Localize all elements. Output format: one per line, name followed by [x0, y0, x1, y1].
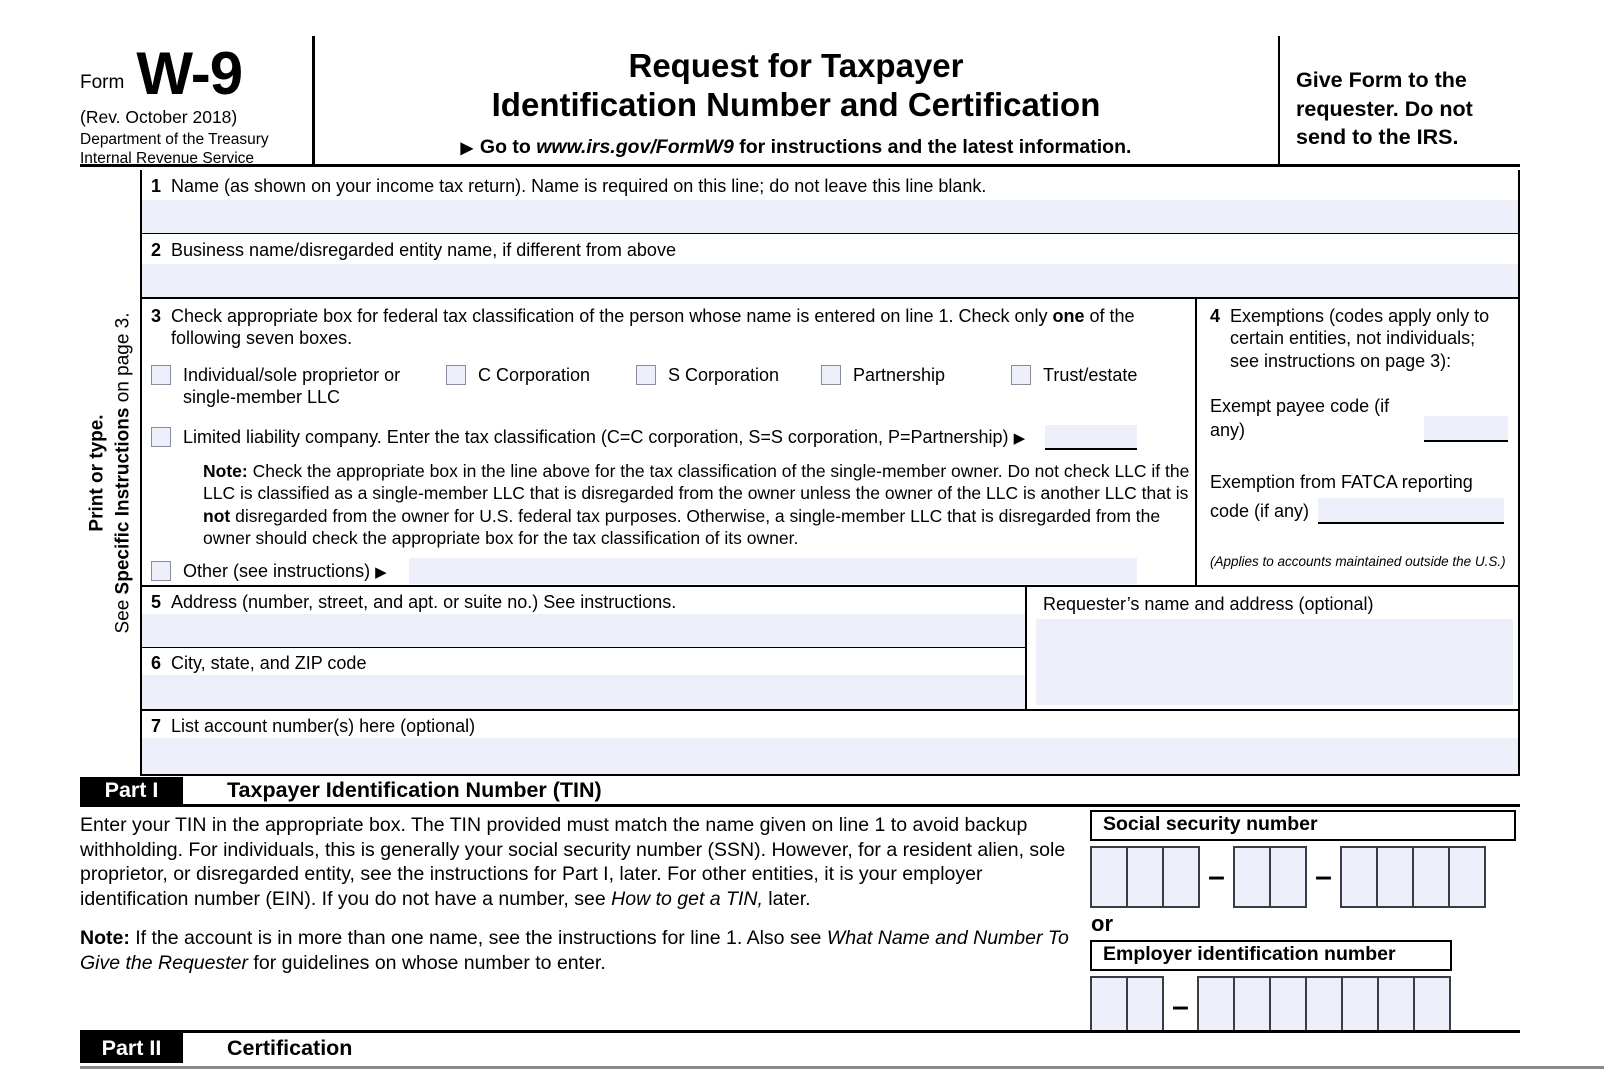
address-input[interactable]	[142, 614, 1025, 647]
requester-name-address-input[interactable]	[1036, 619, 1513, 706]
ssn-cell[interactable]	[1090, 846, 1128, 908]
line5-number: 5	[151, 591, 162, 612]
line1-row	[142, 170, 1518, 234]
llc-note: Note: Check the appropriate box in the line above for the tax classification of the single-member owner. Do not check LLC if the LLC is classified as a single-member LLC that is disregarded from the owner unless the owner of the LLC is another LLC that is not disregarded from the owner for U.S. federal tax purposes. Otherwise, a single-member LLC that is disregarded from the owner should check the appropriate box for the tax classification of its owner.	[203, 460, 1190, 549]
or-label: or	[1091, 911, 1113, 936]
option-trust-estate-label: Trust/estate	[1043, 364, 1138, 385]
ein-cell[interactable]	[1341, 976, 1379, 1038]
ein-label-box: Employer identification number	[1090, 940, 1452, 971]
right-triangle-icon: ▶	[1013, 429, 1026, 447]
right-triangle-icon: ▶	[460, 140, 473, 157]
tin-note: Note: If the account is in more than one name, see the instructions for line 1. Also see What Name and Number To Give the Requester for guidelines on whose number to enter.	[80, 927, 1069, 974]
tin-entry-area	[1090, 810, 1520, 1038]
form-title: Request for Taxpayer Identification Number and Certification	[491, 46, 1101, 124]
form-number: W-9	[136, 40, 243, 107]
exempt-payee-code-input[interactable]	[1424, 416, 1508, 442]
part2-label: Part II	[80, 1033, 183, 1063]
ssn-cell[interactable]	[1340, 846, 1378, 908]
ein-cell[interactable]	[1413, 976, 1451, 1038]
goto-instructions-line: ▶ Go to www.irs.gov/FormW9 for instructions and the latest information.	[460, 136, 1132, 158]
fatca-code-input[interactable]	[1318, 498, 1504, 524]
option-trust-estate	[1011, 364, 1137, 409]
other-option-row	[151, 558, 1195, 584]
see-instructions-label: See Specific Instructions on page 3.	[112, 312, 133, 634]
ein-cell-group	[1090, 976, 1164, 1038]
line6-number: 6	[151, 653, 162, 674]
part2-title: Certification	[227, 1035, 353, 1060]
checkbox-llc[interactable]	[151, 427, 171, 447]
checkbox-partnership[interactable]	[821, 365, 841, 385]
tin-group-dash: –	[1208, 860, 1225, 893]
option-c-corporation-label: C Corporation	[478, 364, 591, 385]
address-requester-row	[142, 587, 1518, 712]
checkbox-s-corporation[interactable]	[636, 365, 656, 385]
option-individual	[151, 364, 446, 409]
line7-row	[142, 711, 1518, 774]
checkbox-individual[interactable]	[151, 365, 171, 385]
line6-row	[142, 648, 1025, 709]
other-label: Other (see instructions) ▶	[183, 560, 387, 581]
line4-number: 4	[1210, 305, 1221, 326]
option-s-corporation-label: S Corporation	[668, 364, 780, 385]
ssn-cell[interactable]	[1412, 846, 1450, 908]
ssn-cell[interactable]	[1233, 846, 1271, 908]
line7-label: List account number(s) here (optional)	[171, 716, 476, 737]
irs-url-link[interactable]: www.irs.gov/FormW9	[536, 136, 734, 158]
bottom-gray-rule	[80, 1066, 1604, 1069]
ein-cell[interactable]	[1233, 976, 1271, 1038]
ein-cell[interactable]	[1090, 976, 1128, 1038]
line3-number: 3	[151, 305, 162, 326]
classification-exemptions-row	[142, 299, 1518, 587]
account-numbers-input[interactable]	[142, 738, 1518, 774]
ssn-cell[interactable]	[1448, 846, 1486, 908]
checkbox-other[interactable]	[151, 561, 171, 581]
applies-outside-us-note: (Applies to accounts maintained outside the U.S.)	[1210, 553, 1506, 569]
line7-number: 7	[151, 716, 162, 737]
part1-title: Taxpayer Identification Number (TIN)	[227, 778, 602, 802]
form-header	[80, 25, 1520, 167]
exemptions-section	[1197, 299, 1518, 585]
fatca-label-line2: code (if any)	[1210, 501, 1310, 522]
ein-cell[interactable]	[1126, 976, 1164, 1038]
line6-label: City, state, and ZIP code	[171, 653, 367, 674]
ssn-cells-row	[1090, 846, 1520, 908]
dept-irs: Internal Revenue Service	[80, 149, 255, 167]
fatca-code-row	[1210, 498, 1508, 524]
llc-label: Limited liability company. Enter the tax classification (C=C corporation, S=S corporation, P=Partnership) ▶	[183, 426, 1026, 447]
ssn-cell[interactable]	[1126, 846, 1164, 908]
ssn-cell-group	[1090, 846, 1200, 908]
requester-label: Requester’s name and address (optional)	[1043, 593, 1374, 614]
part2-header-bar	[80, 1030, 1520, 1063]
llc-option-row	[151, 425, 1195, 450]
line2-label: Business name/disregarded entity name, if different from above	[171, 239, 676, 260]
exempt-payee-row	[1210, 395, 1508, 442]
fatca-label-line1: Exemption from FATCA reporting	[1210, 472, 1473, 493]
line5-row	[142, 587, 1025, 649]
right-triangle-icon: ▶	[375, 563, 387, 581]
city-state-zip-input[interactable]	[142, 675, 1025, 709]
line2-number: 2	[151, 239, 162, 260]
llc-classification-input[interactable]	[1045, 425, 1137, 450]
checkbox-c-corporation[interactable]	[446, 365, 466, 385]
other-classification-input[interactable]	[409, 558, 1137, 584]
classification-options	[151, 364, 1195, 409]
print-or-type-sidebar	[80, 170, 140, 776]
option-partnership	[821, 364, 1011, 409]
ssn-cell[interactable]	[1376, 846, 1414, 908]
line2-row	[142, 234, 1518, 299]
tin-group-dash: –	[1315, 860, 1332, 893]
part1-label: Part I	[80, 777, 183, 804]
line1-number: 1	[151, 176, 162, 196]
form-fields-box	[140, 170, 1520, 776]
tin-instructions	[80, 813, 1080, 975]
ein-cell[interactable]	[1377, 976, 1415, 1038]
print-or-type-label: Print or type.	[86, 414, 108, 532]
line5-label: Address (number, street, and apt. or suite no.) See instructions.	[171, 591, 677, 612]
ein-cell[interactable]	[1269, 976, 1307, 1038]
option-individual-label: Individual/sole proprietor or single-member LLC	[183, 364, 401, 408]
give-form-notice: Give Form to the requester. Do not send to the IRS.	[1296, 68, 1473, 150]
requester-section	[1027, 587, 1518, 710]
option-c-corporation	[446, 364, 636, 409]
tin-group-dash: –	[1172, 990, 1189, 1023]
address-section	[142, 587, 1027, 710]
part1-header-bar	[80, 777, 1520, 807]
form-identity-block	[80, 25, 312, 167]
tax-classification-section	[142, 299, 1197, 585]
tin-paragraph: Enter your TIN in the appropriate box. The TIN provided must match the name given on line 1 to avoid backup withholding. For individuals, this is generally your social security number (SSN). However, for a resident alien, sole proprietor, or disregarded entity, see the instructions for Part I, later. For other entities, it is your employer identification number (EIN). If you do not have a number, see How to get a TIN, later.	[80, 814, 1066, 910]
ein-cell-group	[1197, 976, 1451, 1038]
name-input[interactable]	[142, 200, 1518, 233]
ssn-cell[interactable]	[1162, 846, 1200, 908]
ein-cells-row	[1090, 976, 1520, 1038]
ssn-cell-group	[1340, 846, 1486, 908]
line1-label: Name (as shown on your income tax return). Name is required on this line; do not leave this line blank.	[171, 176, 987, 196]
ein-cell[interactable]	[1197, 976, 1235, 1038]
exempt-payee-label: Exempt payee code (if any)	[1210, 396, 1390, 440]
ssn-cell-group	[1233, 846, 1307, 908]
form-word: Form	[80, 71, 125, 93]
business-name-input[interactable]	[142, 264, 1518, 297]
option-partnership-label: Partnership	[853, 364, 946, 385]
option-s-corporation	[636, 364, 821, 409]
form-title-block	[315, 25, 1278, 164]
line3-label: Check appropriate box for federal tax classification of the person whose name is entered on line 1. Check only one of the following seven boxes.	[171, 305, 1135, 349]
ssn-cell[interactable]	[1269, 846, 1307, 908]
form-revision: (Rev. October 2018)	[80, 106, 238, 127]
checkbox-trust-estate[interactable]	[1011, 365, 1031, 385]
ein-cell[interactable]	[1305, 976, 1343, 1038]
ssn-label-box: Social security number	[1090, 810, 1516, 841]
line4-label: Exemptions (codes apply only to certain entities, not individuals; see instructions on page 3):	[1230, 305, 1490, 371]
dept-treasury: Department of the Treasury	[80, 130, 269, 148]
